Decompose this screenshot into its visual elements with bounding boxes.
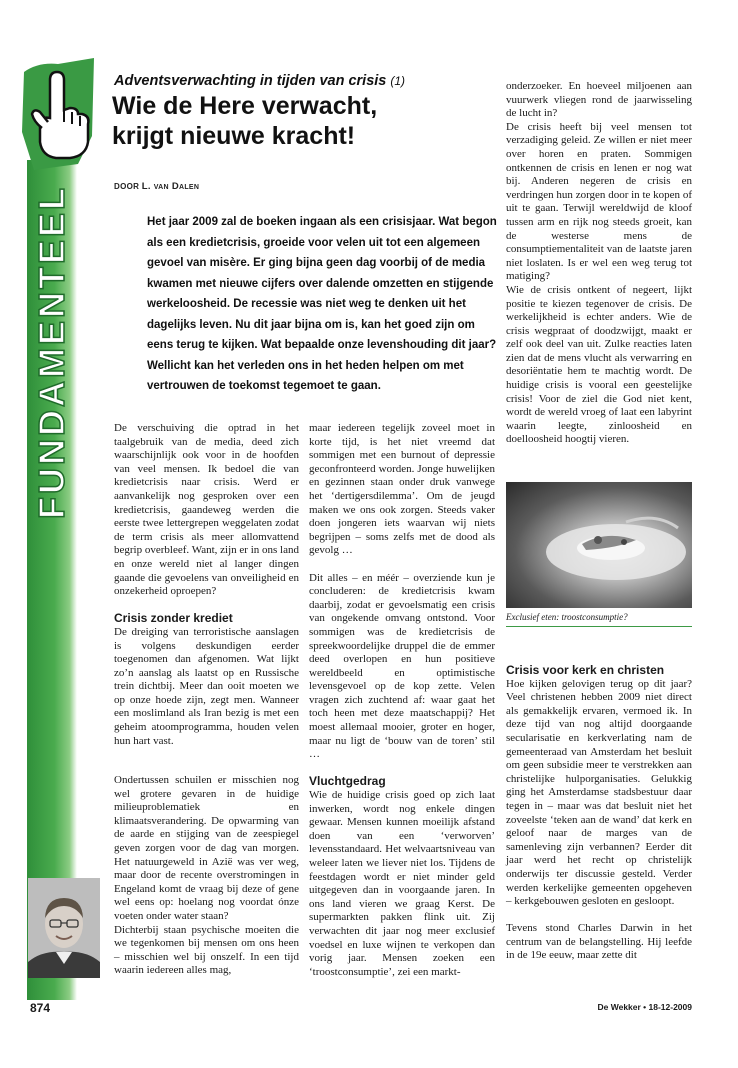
section-heading: Crisis voor kerk en christen [506, 663, 665, 677]
paragraph: Dit alles – en méér – overziende kun je concluderen: de kredietcrisis kwam daarbij, zodat er gevoelsmatig een crisis van ongekende omvang ontstond. Voor sommigen was de kredietcrisis de spreekwoordelijke druppel die de emmer deed overlopen en hun positieve wereldbeeld en optimistische levensgevoel op de kop zette. Velen vragen zich zuchtend af: waar gaat het toch heen met deze maatschappij? Het moest allemaal mooier, groter en hoger, maar nu ligt de ‘bouw van de toren’ stil … [309, 571, 495, 761]
paragraph: maar iedereen tegelijk zoveel moet in korte tijd, is het niet vreemd dat sommigen met een burnout of depressie geconfronteerd worden. Jonge huwelijken en gezinnen staan onder druk vanwege het ‘dertigersdilemma’. Om de jeugd maken we ons ook zorgen. Steeds vaker doen jongeren iets waarvan wij niets begrijpen – soms zelfs met de dood als gevolg … [309, 422, 495, 557]
column-3-lower [506, 664, 692, 963]
section-heading: Crisis zonder krediet [114, 611, 233, 626]
paragraph: Ondertussen schuilen er misschien nog wel grotere gevaren in de huidige milieuproblematiek en klimaatsverandering. De opwarming van de aarde en stijging van de zeespiegel geven zorgen voor de dag van morgen. Het natuurgeweld in Azië was ver weg, maar door de recente overstromingen in Engeland komt de vraag bij deze of gene wel eens op: hoelang nog voordat ónze voeten onder water staan? [114, 774, 299, 922]
paragraph: De crisis heeft bij veel mensen tot verzadiging geleid. Ze willen er niet meer over horen en praten. Sommigen ontkennen de crisis en lenen er nog wat bij. Anderen negeren de crisis en verdringen hun zorgen door in te kopen of uit te gaan. Terwijl wereldwijd de kloof tussen arm en rijk nog steeds groeit, kan de westerse mens de consumptiementaliteit van de laatste jaren niet loslaten. Is er wel een weg terug tot matiging? [506, 120, 692, 283]
section-heading: Vluchtgedrag [309, 774, 386, 789]
column-3-upper [506, 80, 692, 447]
paragraph: onderzoeker. En hoeveel miljoenen aan vuurwerk vliegen rond de jaarwisseling de lucht in? [506, 80, 692, 120]
subtitle-text: Adventsverwachting in tijden van crisis [114, 73, 387, 89]
author-portrait-illustration [28, 878, 100, 978]
photo-caption: Exclusief eten: troostconsumptie? [506, 611, 692, 627]
author-portrait [28, 878, 100, 978]
column-1 [114, 422, 299, 748]
paragraph: Tevens stond Charles Darwin in het centrum van de belangstelling. Hij leefde in de 19e eeuw, maar zette dit [506, 922, 692, 962]
section-logo [20, 58, 98, 170]
publication-footer: De Wekker • 18-12-2009 [597, 1002, 692, 1012]
paragraph: De dreiging van terroristische aanslagen is volgens deskundigen eerder toegenomen dan afgenomen. Wat lijkt zo’n aanslag als laatst op en Russische trein dichtbij. Meer dan ooit moeten we op onze hoede zijn, zegt men. Wanneer een moslimland als Iran bezig is met een geheim atoomprogramma, houden velen hun hart vast. [114, 625, 299, 747]
paragraph: De verschuiving die optrad in het taalgebruik van de media, deed zich waarschijnlijk ook voor in de hoofden van veel mensen. Ik bedoel die van kredietcrisis naar crisis. Werd er aanvankelijk nog gesproken over een kredietcrisis, gaandeweg werden die eerste twee lettergrepen weggelaten zodat de term crisis als meer allomvattend begrip overbleef. Want, zijn er in ons land en onze wereld niet al langer dingen gaande die gevoelens van onveiligheid en onzekerheid oproepen? [114, 422, 299, 598]
page-number: 874 [30, 1001, 51, 1015]
paragraph: Dichterbij staan psychische moeiten die we tegenkomen bij mensen om ons heen – misschien wel bij onszelf. In een tijd waarin iedereen alles mag, [114, 923, 299, 977]
food-plate-illustration [506, 482, 692, 608]
article-title [112, 91, 502, 151]
column-2 [309, 422, 495, 979]
subtitle-part: (1) [390, 74, 406, 88]
title-line-2: krijgt nieuwe kracht! [112, 122, 356, 150]
food-photo [506, 482, 692, 608]
paragraph: Hoe kijken gelovigen terug op dit jaar? Veel christenen hebben 2009 niet direct als gemakkelijk ervaren, vermoed ik. In deze tijd van nog altijd doorgaande secularisatie en kerkverlating nam de gemeenteraad van Amsterdam het besluit om geen subsidie meer te verstrekken aan christelijke hulporganisaties. Gelukkig ging het Amsterdamse stadsbestuur daar tegen in – maar was dat besluit niet het zoveelste ‘teken aan de wand’ dat kerk en geloof naar de marges van de samenleving zijn verbannen? Eerder dit jaar werd het recht op christelijk onderwijs ter discussie gesteld. Verder werden kerkelijke gemeenten opgeheven – kerkgebouwen gesloten en gesloopt. [506, 677, 692, 908]
section-label: FUNDAMENTEEL [31, 185, 72, 519]
paragraph: Wie de crisis ontkent of negeert, lijkt positie te kiezen tegenover de crisis. De werkelijkheid is echter anders. Wie de crisis wegpraat of doodzwijgt, maakt er zelf ook deel van uit. Zulke reacties laten zien dat de mens vlucht als verwarring en desoriëntatie hem te machtig wordt. De huidige crisis is vooral een geestelijke crisis! Voor de ziel die God niet kent, wordt de wereld vroeg of laat een labyrint waarin leegte, zinloosheid en doelloosheid hoogtij vieren. [506, 283, 692, 446]
author-name: L. van Dalen [141, 181, 200, 192]
title-line-1: Wie de Here verwacht, [112, 92, 378, 120]
byline-prefix: DOOR [114, 182, 140, 191]
intro-paragraph: Het jaar 2009 zal de boeken ingaan als een crisisjaar. Wat begon als een kredietcrisis, groeide voor velen uit tot een algemeen gevoel van misère. Er ging bijna geen dag voorbij of de media kwamen met nieuwe cijfers over dalende omzetten en stijgende werkeloosheid. De recessie was niet weg te denken uit het dagelijks leven. Nu dit jaar bijna om is, kan het goed zijn om eens terug te kijken. Wat bepaalde onze levenshouding dit jaar? Wellicht kan het verleden ons in het heden helpen om met vertrouwen de toekomst tegemoet te gaan. [147, 216, 497, 392]
byline [114, 181, 199, 192]
article-subtitle [114, 73, 504, 89]
column-1-lower [114, 774, 299, 978]
paragraph: Wie de huidige crisis goed op zich laat inwerken, wordt nog enkele dingen gewaar. Mensen kunnen moeilijk afstand doen van een ‘verworven’ levensstandaard. Het welvaartsniveau van weleer laten we liever niet los. Tijdens de feestdagen wordt er niet minder geld uitgegeven dan in voorgaande jaren. In ons land vieren we graag Kerst. De supermarkten pakken flink uit. Zij verwachten dit jaar nog meer exclusief voedsel en luxe wijnen te verkopen dan vorig jaar. Mensen zoeken een ‘troostconsumptie’, zei een markt- [309, 789, 495, 978]
pointing-hand-icon [20, 58, 98, 170]
